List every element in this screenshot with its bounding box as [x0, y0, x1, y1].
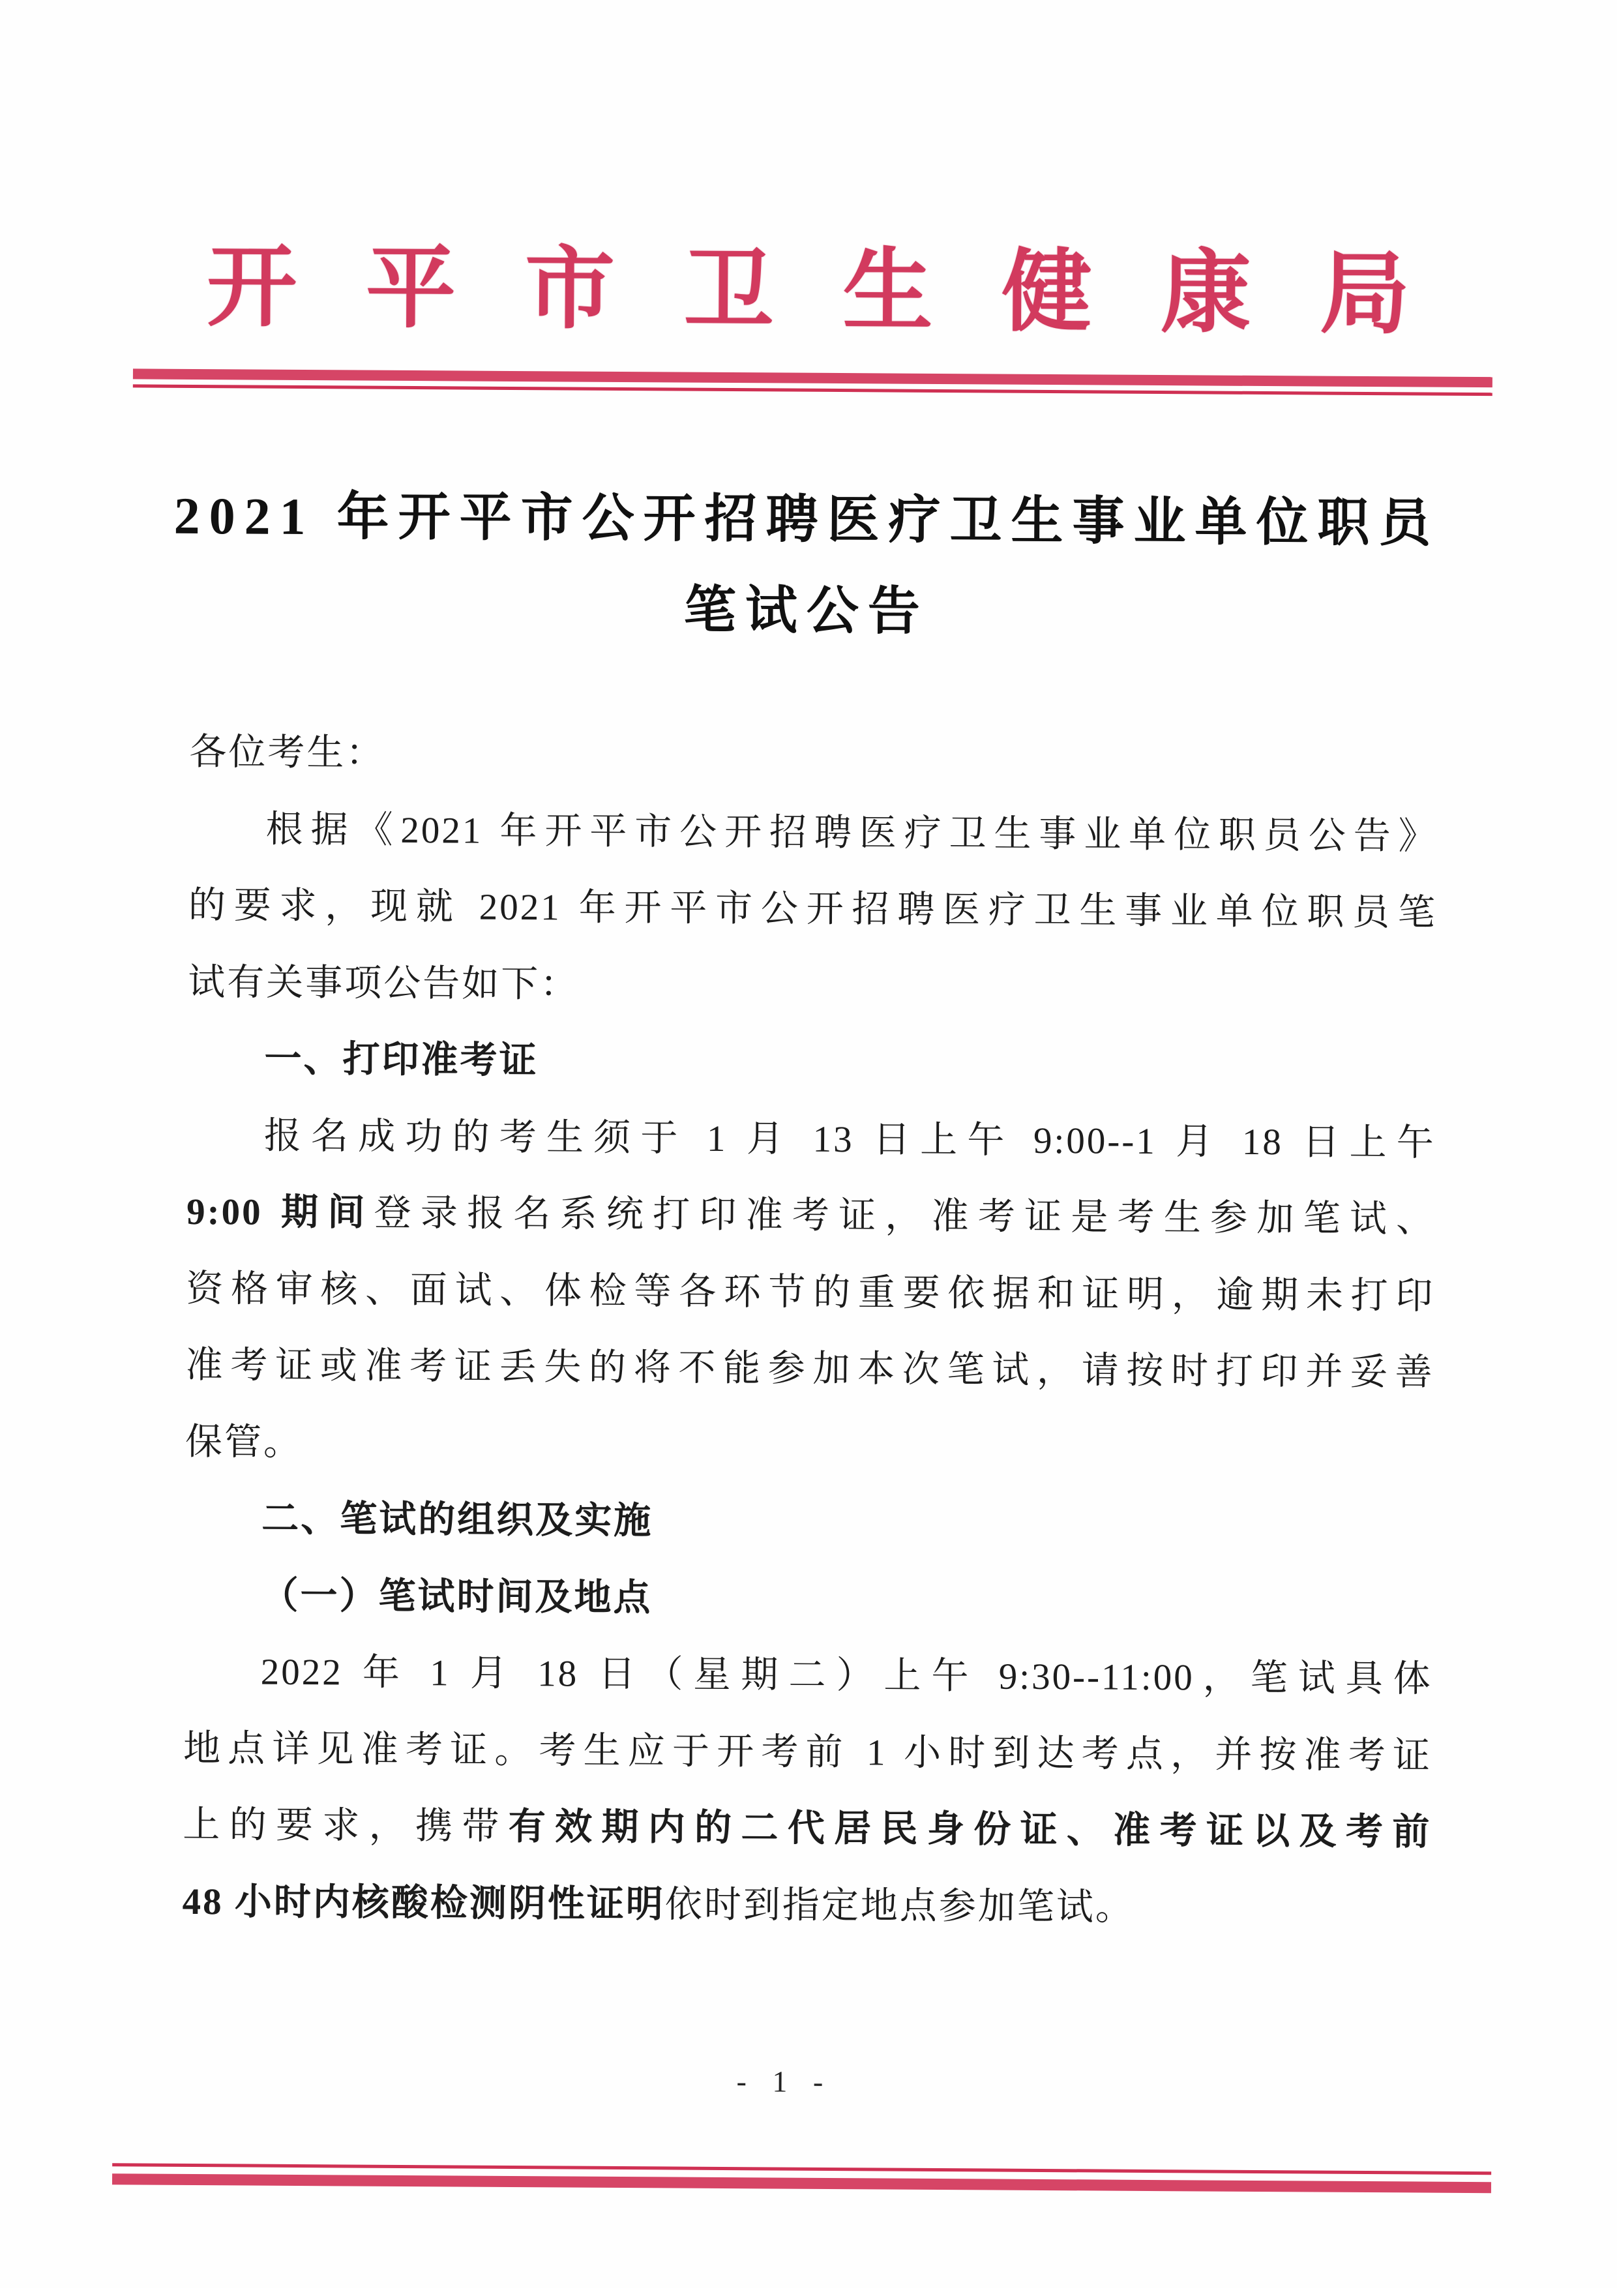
body-line — [186, 1174, 1436, 1258]
document-title-line-1: 2021 年开平市公开招聘医疗卫生事业单位职员 — [173, 487, 1440, 553]
header-rule-thick — [133, 368, 1492, 387]
body-segment: 登录报名系统打印准考证，准考证是考生参加笔试、 — [374, 1192, 1436, 1240]
body-line — [185, 1327, 1434, 1411]
body-line — [183, 1787, 1432, 1871]
agency-name — [206, 237, 1410, 345]
body-line — [183, 1633, 1432, 1718]
body-segment-bold: （一）笔试时间及地点 — [261, 1575, 653, 1618]
body-text — [182, 714, 1438, 1948]
body-segment: 的要求，现就 2021 年开平市公开招聘医疗卫生事业单位职员笔 — [188, 884, 1438, 934]
agency-character: 健 — [1001, 242, 1092, 343]
body-segment: 试有关事项公告如下： — [188, 961, 580, 1006]
body-line — [188, 944, 1437, 1028]
body-segment: 地点详见准考证。考生应于开考前 1 小时到达考点，并按准考证 — [183, 1727, 1432, 1777]
body-segment-bold: 9:00 期间 — [186, 1191, 374, 1234]
body-segment-bold: 一、打印准考证 — [264, 1038, 539, 1082]
body-line — [182, 1863, 1431, 1947]
body-segment: 依时到指定地点参加笔试。 — [664, 1883, 1135, 1928]
agency-character: 开 — [206, 237, 297, 338]
body-line — [186, 1250, 1435, 1334]
agency-character: 康 — [1160, 243, 1251, 344]
body-line — [189, 714, 1438, 798]
footer-rule-thick — [112, 2173, 1491, 2193]
body-line — [184, 1557, 1433, 1641]
footer-rule-thin — [112, 2163, 1491, 2175]
agency-character: 局 — [1319, 244, 1410, 345]
body-segment: 资格审核、面试、体检等各环节的重要依据和证明，逾期未打印 — [186, 1268, 1435, 1317]
body-line — [188, 790, 1438, 874]
letterhead — [0, 237, 1617, 345]
document-title-line-2: 笔试公告 — [683, 582, 929, 641]
agency-character: 生 — [842, 241, 934, 342]
body-segment: 各位考生： — [189, 731, 385, 774]
body-segment-bold: 二、笔试的组织及实施 — [261, 1498, 653, 1542]
body-line — [188, 867, 1438, 951]
body-segment: 上的要求，携带 — [183, 1804, 509, 1847]
body-line — [187, 1021, 1436, 1105]
body-segment: 2022 年 1 月 18 日（星期二）上午 9:30--11:00，笔试具体 — [260, 1651, 1432, 1700]
agency-character: 卫 — [683, 240, 775, 341]
body-segment-bold: 48 小时内核酸检测阴性证明 — [182, 1881, 666, 1925]
body-segment: 保管。 — [185, 1421, 303, 1463]
body-line — [185, 1403, 1434, 1487]
body-line — [186, 1097, 1436, 1181]
body-line — [183, 1710, 1432, 1794]
body-segment-bold: 有效期内的二代居民身份证、准考证以及考前 — [508, 1806, 1432, 1853]
page-number: - 1 - — [736, 2065, 833, 2099]
body-line — [185, 1480, 1434, 1564]
body-segment: 准考证或准考证丢失的将不能参加本次笔试，请按时打印并妥善 — [185, 1344, 1434, 1394]
agency-character: 市 — [524, 239, 616, 340]
body-segment: 报名成功的考生须于 1 月 13 日上午 9:00--1 月 18 日上午 — [263, 1115, 1436, 1164]
body-segment: 根据《2021 年开平市公开招聘医疗卫生事业单位职员公告》 — [265, 809, 1438, 857]
agency-character: 平 — [365, 238, 456, 339]
